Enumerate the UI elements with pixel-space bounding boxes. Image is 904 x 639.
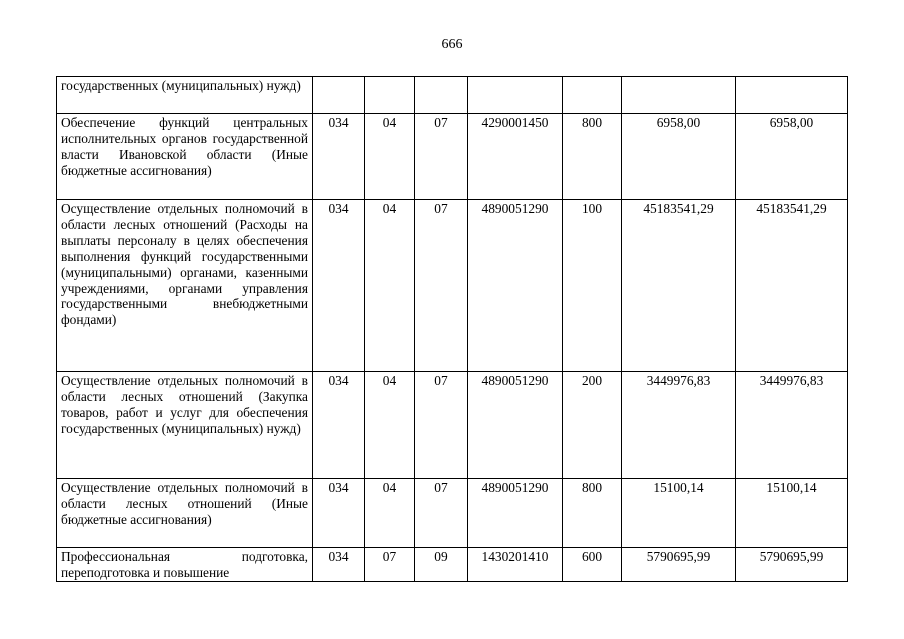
row-code [313, 77, 365, 114]
row-amount-1: 5790695,99 [622, 548, 736, 582]
row-amount-2 [736, 77, 848, 114]
row-amount-1: 45183541,29 [622, 200, 736, 372]
row-code: 034 [313, 548, 365, 582]
row-code: 034 [313, 114, 365, 200]
row-description: Осуществление отдельных полномочий в области лесных отношений (Закупка товаров, работ и услуг для обеспечения государственных (муниципальных) нужд) [57, 372, 313, 479]
table-row [57, 479, 848, 548]
row-section: 04 [365, 372, 415, 479]
row-code: 034 [313, 200, 365, 372]
row-description: Осуществление отдельных полномочий в области лесных отношений (Иные бюджетные ассигнования) [57, 479, 313, 548]
row-target-article: 4290001450 [468, 114, 563, 200]
page-number: 666 [441, 37, 463, 52]
row-amount-1 [622, 77, 736, 114]
row-subsection [415, 77, 468, 114]
row-target-article: 1430201410 [468, 548, 563, 582]
row-code: 034 [313, 479, 365, 548]
row-subsection: 07 [415, 200, 468, 372]
row-section: 04 [365, 479, 415, 548]
row-section: 04 [365, 114, 415, 200]
table-body [57, 77, 848, 582]
row-expense-type: 600 [563, 548, 622, 582]
row-amount-1: 3449976,83 [622, 372, 736, 479]
row-description: государственных (муниципальных) нужд) [57, 77, 313, 114]
row-amount-2: 45183541,29 [736, 200, 848, 372]
table-row [57, 548, 848, 582]
row-target-article: 4890051290 [468, 200, 563, 372]
row-expense-type: 100 [563, 200, 622, 372]
table-row [57, 372, 848, 479]
budget-table [56, 76, 848, 582]
row-amount-2: 6958,00 [736, 114, 848, 200]
row-amount-2: 5790695,99 [736, 548, 848, 582]
row-subsection: 07 [415, 372, 468, 479]
row-expense-type: 200 [563, 372, 622, 479]
row-code: 034 [313, 372, 365, 479]
table-row [57, 114, 848, 200]
row-amount-2: 15100,14 [736, 479, 848, 548]
row-description: Обеспечение функций центральных исполнительных органов государственной власти Ивановской области (Иные бюджетные ассигнования) [57, 114, 313, 200]
row-expense-type: 800 [563, 479, 622, 548]
row-expense-type [563, 77, 622, 114]
row-subsection: 07 [415, 479, 468, 548]
row-description: Осуществление отдельных полномочий в области лесных отношений (Расходы на выплаты персоналу в целях обеспечения выполнения функций государственными (муниципальными) органами, казенными учреждениями, органами управления государственными внебюджетными фондами) [57, 200, 313, 372]
row-section: 07 [365, 548, 415, 582]
row-target-article [468, 77, 563, 114]
table-row [57, 200, 848, 372]
row-amount-2: 3449976,83 [736, 372, 848, 479]
row-subsection: 09 [415, 548, 468, 582]
row-target-article: 4890051290 [468, 479, 563, 548]
row-target-article: 4890051290 [468, 372, 563, 479]
row-section [365, 77, 415, 114]
row-amount-1: 6958,00 [622, 114, 736, 200]
row-subsection: 07 [415, 114, 468, 200]
table-row [57, 77, 848, 114]
row-amount-1: 15100,14 [622, 479, 736, 548]
row-description: Профессиональная подготовка, переподготовка и повышение [57, 548, 313, 582]
row-section: 04 [365, 200, 415, 372]
row-expense-type: 800 [563, 114, 622, 200]
